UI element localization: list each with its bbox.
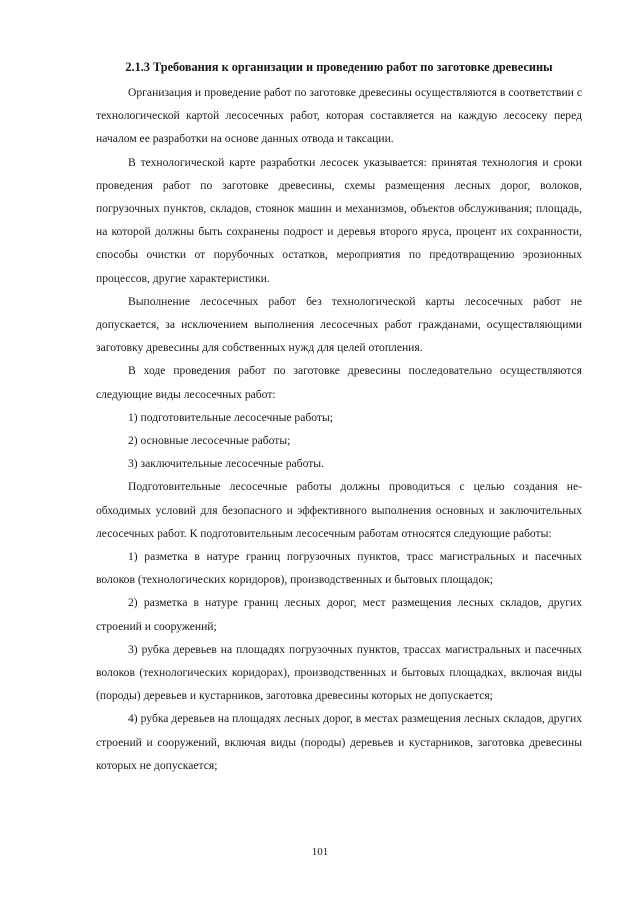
prep-item-2: 2) разметка в натуре границ лесных дорог, мест размещения лесных складов, других строений и сооружений; [96,596,582,633]
paragraph-work-types: В ходе проведения работ по заготовке древесины последовательно осуществляются следующие виды лесосечных работ: [96,364,582,401]
paragraph-tech-map: В технологической карте разработки лесосек указывается: принятая технология и сроки проведения работ по заготовке древесины, схемы размещения лесных дорог, волоков, погрузочных пунктов, складов, стоянок машин и механизмов, объектов обслуживания; площадь, на которой должны быть сохранены подрост и деревья второго яруса, процент их сохранности, способы очистки от порубочных остатков, мероприятия по предотвращению эрозионных процессов, другие характеристики. [96,155,582,285]
paragraph-no-map-prohibited: Выполнение лесосечных работ без технологической карты лесосечных работ не допускается, за исключением выполнения лесосечных работ гражданами, осуществляющими заготовку древесины для собственных нужд для целей отопления. [96,294,582,355]
section-heading: 2.1.3 Требования к организации и проведению работ по заготовке древесины [125,60,553,74]
list-item-main: 2) основные лесосечные работы; [128,434,291,448]
prep-item-3: 3) рубка деревьев на площадях погрузочных пунктов, трассах магистральных и пасечных волоков (технологических коридорах), производственных и бытовых площадках, включая виды (породы) деревьев и кустарников, заготовка древесины которых не допускается; [96,642,582,703]
list-item-preparatory: 1) подготовительные лесосечные работы; [128,410,333,424]
document-page [96,60,582,777]
prep-item-1: 1) разметка в натуре границ погрузочных пунктов, трасс магистральных и пасечных волоков (технологических коридоров), производственных и бытовых площадок; [96,550,582,587]
paragraph-organization: Организация и проведение работ по заготовке древесины осуществляются в соответствии с технологической картой лесосечных работ, которая составляется на каждую лесосеку перед началом ее разработки на основе данных отвода и таксации. [96,86,582,146]
page-number: 101 [311,846,329,858]
paragraph-preparatory-works: Подготовительные лесосечные работы должны проводиться с целью создания необходимых условий для безопасного и эффективного выполнения основных и заключительных лесосечных работ. К подготовительным лесосечным работам относятся следующие работы: [96,480,582,540]
list-item-final: 3) заключительные лесосечные работы. [128,457,324,471]
prep-item-4: 4) рубка деревьев на площадях лесных дорог, в местах размещения лесных складов, других строений и сооружений, включая виды (породы) деревьев и кустарников, заготовка древесины которых не допускается; [96,712,582,772]
